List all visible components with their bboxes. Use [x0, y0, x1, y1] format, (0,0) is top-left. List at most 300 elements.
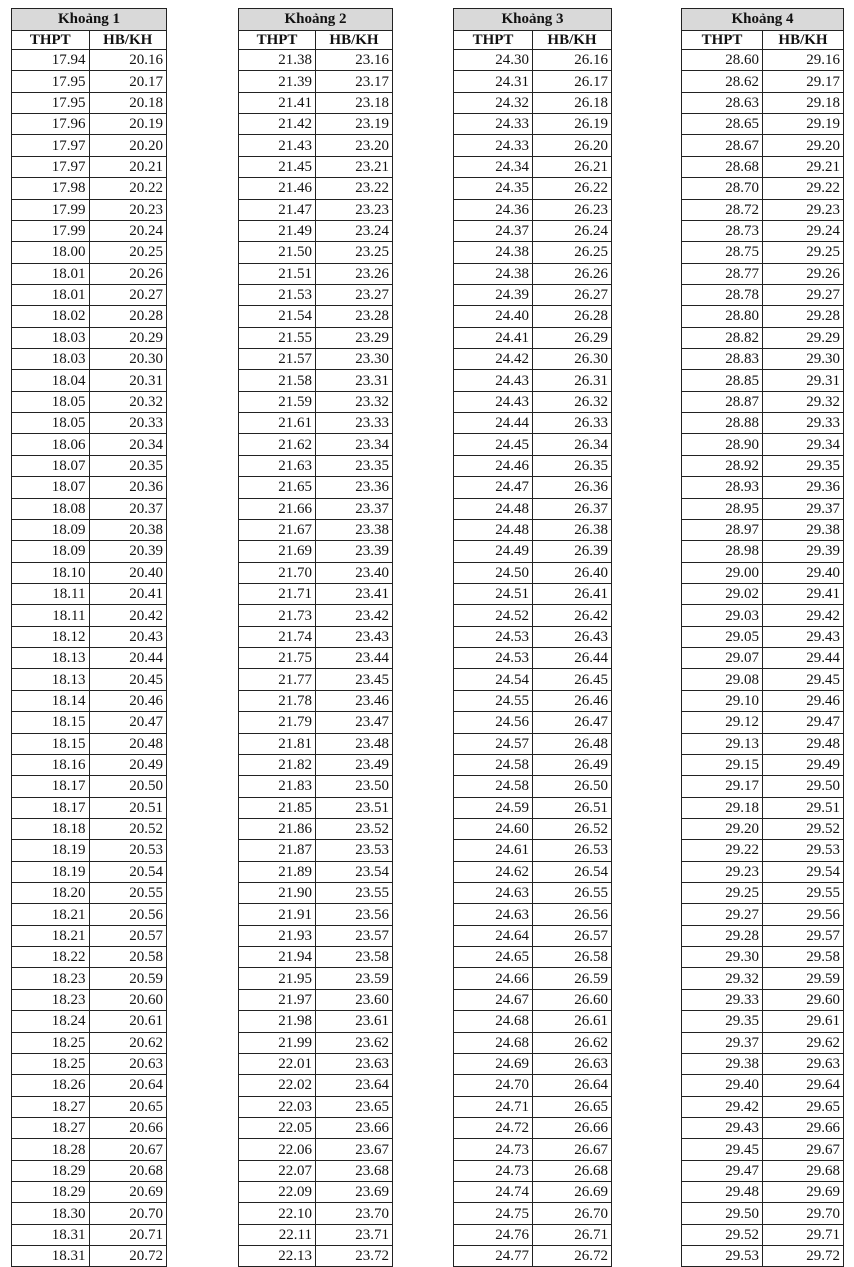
thpt-score-cell: 21.99 — [239, 1032, 316, 1053]
thpt-score-cell: 28.77 — [682, 263, 763, 284]
hbkh-score-cell: 23.57 — [316, 925, 393, 946]
hbkh-score-cell: 23.33 — [316, 413, 393, 434]
hbkh-score-cell: 20.25 — [89, 242, 167, 263]
table-row — [239, 883, 393, 904]
conversion-table-2 — [238, 8, 393, 1267]
hbkh-score-cell: 23.16 — [316, 50, 393, 71]
table-row — [239, 71, 393, 92]
thpt-score-cell: 21.89 — [239, 861, 316, 882]
hbkh-score-cell: 23.59 — [316, 968, 393, 989]
hbkh-score-cell: 20.63 — [89, 1053, 167, 1074]
thpt-score-cell: 28.68 — [682, 156, 763, 177]
hbkh-score-cell: 20.28 — [89, 306, 167, 327]
table-title-row — [239, 9, 393, 31]
thpt-score-cell: 29.37 — [682, 1032, 763, 1053]
hbkh-score-cell: 23.30 — [316, 349, 393, 370]
table-row — [12, 583, 167, 604]
hbkh-score-cell: 26.60 — [533, 989, 612, 1010]
hbkh-score-cell: 26.46 — [533, 690, 612, 711]
hbkh-score-cell: 23.35 — [316, 455, 393, 476]
hbkh-score-cell: 26.33 — [533, 413, 612, 434]
hbkh-score-cell: 20.71 — [89, 1224, 167, 1245]
table-row — [682, 883, 844, 904]
hbkh-score-cell: 20.54 — [89, 861, 167, 882]
hbkh-score-cell: 23.34 — [316, 434, 393, 455]
hbkh-score-cell: 29.31 — [763, 370, 844, 391]
table-row — [454, 733, 612, 754]
table-row — [454, 92, 612, 113]
table-row — [682, 349, 844, 370]
hbkh-score-cell: 23.36 — [316, 477, 393, 498]
thpt-score-cell: 18.13 — [12, 669, 90, 690]
hbkh-score-cell: 29.26 — [763, 263, 844, 284]
table-row — [454, 883, 612, 904]
thpt-score-cell: 18.27 — [12, 1096, 90, 1117]
table-row — [454, 583, 612, 604]
thpt-score-cell: 21.61 — [239, 413, 316, 434]
hbkh-score-cell: 26.44 — [533, 648, 612, 669]
thpt-score-cell: 24.38 — [454, 263, 533, 284]
hbkh-score-cell: 29.65 — [763, 1096, 844, 1117]
table-row — [12, 562, 167, 583]
table-row — [454, 1053, 612, 1074]
thpt-score-cell: 28.62 — [682, 71, 763, 92]
table-row — [239, 92, 393, 113]
thpt-score-cell: 18.19 — [12, 840, 90, 861]
thpt-score-cell: 28.97 — [682, 519, 763, 540]
thpt-score-cell: 18.25 — [12, 1032, 90, 1053]
thpt-score-cell: 24.69 — [454, 1053, 533, 1074]
thpt-score-cell: 18.05 — [12, 391, 90, 412]
hbkh-score-cell: 23.53 — [316, 840, 393, 861]
thpt-score-cell: 22.03 — [239, 1096, 316, 1117]
thpt-score-cell: 21.93 — [239, 925, 316, 946]
thpt-score-cell: 24.38 — [454, 242, 533, 263]
thpt-score-cell: 18.01 — [12, 263, 90, 284]
hbkh-score-cell: 23.45 — [316, 669, 393, 690]
hbkh-score-cell: 26.61 — [533, 1011, 612, 1032]
thpt-score-cell: 18.29 — [12, 1160, 90, 1181]
thpt-score-cell: 28.93 — [682, 477, 763, 498]
hbkh-score-cell: 26.42 — [533, 605, 612, 626]
hbkh-score-cell: 23.29 — [316, 327, 393, 348]
thpt-score-cell: 24.46 — [454, 455, 533, 476]
hbkh-score-cell: 29.37 — [763, 498, 844, 519]
table-row — [239, 562, 393, 583]
table-row — [12, 1139, 167, 1160]
hbkh-score-cell: 20.17 — [89, 71, 167, 92]
thpt-score-cell: 28.87 — [682, 391, 763, 412]
hbkh-score-cell: 29.23 — [763, 199, 844, 220]
table-row — [12, 605, 167, 626]
table-row — [682, 583, 844, 604]
hbkh-score-cell: 20.16 — [89, 50, 167, 71]
table-row — [454, 1182, 612, 1203]
hbkh-score-cell: 23.44 — [316, 648, 393, 669]
table-row — [12, 199, 167, 220]
table-row — [12, 840, 167, 861]
table-row — [454, 477, 612, 498]
thpt-score-cell: 24.47 — [454, 477, 533, 498]
table-row — [12, 797, 167, 818]
hbkh-score-cell: 29.59 — [763, 968, 844, 989]
hbkh-score-cell: 29.18 — [763, 92, 844, 113]
thpt-score-cell: 29.47 — [682, 1160, 763, 1181]
thpt-score-cell: 24.63 — [454, 904, 533, 925]
table-row — [682, 242, 844, 263]
table-row — [682, 50, 844, 71]
thpt-score-cell: 21.65 — [239, 477, 316, 498]
hbkh-score-cell: 20.43 — [89, 626, 167, 647]
table-row — [239, 519, 393, 540]
thpt-score-cell: 24.67 — [454, 989, 533, 1010]
table-title: Khoảng 3 — [454, 9, 612, 31]
table-row — [239, 135, 393, 156]
table-row — [454, 1032, 612, 1053]
thpt-score-cell: 24.73 — [454, 1139, 533, 1160]
hbkh-score-cell: 20.56 — [89, 904, 167, 925]
table-row — [682, 1096, 844, 1117]
hbkh-score-cell: 29.54 — [763, 861, 844, 882]
hbkh-score-cell: 26.29 — [533, 327, 612, 348]
hbkh-score-cell: 26.51 — [533, 797, 612, 818]
hbkh-score-cell: 20.62 — [89, 1032, 167, 1053]
thpt-score-cell: 24.49 — [454, 541, 533, 562]
table-row — [682, 1032, 844, 1053]
table-row — [454, 904, 612, 925]
hbkh-score-cell: 29.40 — [763, 562, 844, 583]
hbkh-score-cell: 29.48 — [763, 733, 844, 754]
thpt-score-cell: 17.97 — [12, 135, 90, 156]
thpt-score-cell: 29.48 — [682, 1182, 763, 1203]
table-row — [682, 1160, 844, 1181]
hbkh-score-cell: 20.22 — [89, 178, 167, 199]
hbkh-score-cell: 29.50 — [763, 776, 844, 797]
hbkh-score-cell: 29.60 — [763, 989, 844, 1010]
table-row — [12, 626, 167, 647]
table-row — [12, 391, 167, 412]
hbkh-score-cell: 23.24 — [316, 220, 393, 241]
thpt-score-cell: 18.14 — [12, 690, 90, 711]
table-row — [682, 712, 844, 733]
hbkh-score-cell: 29.25 — [763, 242, 844, 263]
thpt-score-cell: 18.02 — [12, 306, 90, 327]
hbkh-score-cell: 20.53 — [89, 840, 167, 861]
table-row — [239, 434, 393, 455]
thpt-score-cell: 24.68 — [454, 1011, 533, 1032]
thpt-score-cell: 28.78 — [682, 284, 763, 305]
thpt-score-cell: 21.81 — [239, 733, 316, 754]
table-row — [454, 370, 612, 391]
hbkh-score-cell: 20.72 — [89, 1246, 167, 1267]
thpt-score-cell: 28.73 — [682, 220, 763, 241]
table-row — [682, 1224, 844, 1245]
hbkh-score-cell: 23.50 — [316, 776, 393, 797]
thpt-score-cell: 24.56 — [454, 712, 533, 733]
hbkh-score-cell: 26.28 — [533, 306, 612, 327]
thpt-score-cell: 29.00 — [682, 562, 763, 583]
hbkh-score-cell: 26.36 — [533, 477, 612, 498]
hbkh-score-cell: 23.32 — [316, 391, 393, 412]
table-row — [12, 1182, 167, 1203]
thpt-score-cell: 24.54 — [454, 669, 533, 690]
table-row — [12, 947, 167, 968]
table-row — [12, 861, 167, 882]
hbkh-score-cell: 20.21 — [89, 156, 167, 177]
thpt-score-cell: 21.71 — [239, 583, 316, 604]
hbkh-score-cell: 23.56 — [316, 904, 393, 925]
thpt-score-cell: 17.98 — [12, 178, 90, 199]
table-row — [682, 840, 844, 861]
table-row — [239, 1096, 393, 1117]
thpt-score-cell: 18.29 — [12, 1182, 90, 1203]
hbkh-score-cell: 23.49 — [316, 754, 393, 775]
thpt-score-cell: 17.95 — [12, 92, 90, 113]
table-row — [12, 968, 167, 989]
table-title-row — [12, 9, 167, 31]
hbkh-score-cell: 26.64 — [533, 1075, 612, 1096]
hbkh-score-cell: 29.69 — [763, 1182, 844, 1203]
hbkh-score-cell: 29.55 — [763, 883, 844, 904]
table-row — [239, 583, 393, 604]
hbkh-score-cell: 29.42 — [763, 605, 844, 626]
hbkh-score-cell: 29.68 — [763, 1160, 844, 1181]
conversion-table-4 — [681, 8, 844, 1267]
table-row — [682, 797, 844, 818]
thpt-score-cell: 24.75 — [454, 1203, 533, 1224]
hbkh-score-cell: 23.54 — [316, 861, 393, 882]
table-row — [239, 989, 393, 1010]
table-row — [454, 519, 612, 540]
hbkh-score-cell: 23.48 — [316, 733, 393, 754]
hbkh-score-cell: 29.52 — [763, 818, 844, 839]
thpt-score-cell: 18.00 — [12, 242, 90, 263]
table-row — [682, 733, 844, 754]
hbkh-score-cell: 29.64 — [763, 1075, 844, 1096]
hbkh-score-cell: 26.63 — [533, 1053, 612, 1074]
table-row — [239, 50, 393, 71]
table-row — [12, 220, 167, 241]
thpt-score-cell: 21.91 — [239, 904, 316, 925]
hbkh-score-cell: 20.32 — [89, 391, 167, 412]
table-row — [12, 498, 167, 519]
thpt-score-cell: 18.09 — [12, 519, 90, 540]
thpt-score-cell: 28.98 — [682, 541, 763, 562]
thpt-score-cell: 24.51 — [454, 583, 533, 604]
hbkh-score-cell: 23.70 — [316, 1203, 393, 1224]
thpt-score-cell: 18.09 — [12, 541, 90, 562]
hbkh-score-cell: 29.24 — [763, 220, 844, 241]
table-row — [454, 648, 612, 669]
table-row — [12, 904, 167, 925]
table-row — [454, 199, 612, 220]
hbkh-score-cell: 26.68 — [533, 1160, 612, 1181]
thpt-score-cell: 22.13 — [239, 1246, 316, 1267]
hbkh-score-cell: 23.60 — [316, 989, 393, 1010]
table-row — [239, 1053, 393, 1074]
thpt-score-cell: 29.07 — [682, 648, 763, 669]
table-row — [454, 50, 612, 71]
hbkh-score-cell: 26.54 — [533, 861, 612, 882]
table-row — [682, 562, 844, 583]
table-row — [454, 797, 612, 818]
thpt-score-cell: 22.05 — [239, 1117, 316, 1138]
thpt-score-cell: 24.33 — [454, 135, 533, 156]
table-row — [239, 797, 393, 818]
thpt-score-cell: 24.36 — [454, 199, 533, 220]
table-row — [12, 519, 167, 540]
hbkh-score-cell: 23.51 — [316, 797, 393, 818]
table-row — [12, 1011, 167, 1032]
table-row — [454, 925, 612, 946]
thpt-score-cell: 21.62 — [239, 434, 316, 455]
thpt-score-cell: 21.51 — [239, 263, 316, 284]
table-row — [12, 114, 167, 135]
hbkh-score-cell: 29.33 — [763, 413, 844, 434]
hbkh-score-cell: 23.69 — [316, 1182, 393, 1203]
thpt-score-cell: 21.46 — [239, 178, 316, 199]
hbkh-score-cell: 20.36 — [89, 477, 167, 498]
thpt-score-cell: 18.21 — [12, 904, 90, 925]
hbkh-score-cell: 23.67 — [316, 1139, 393, 1160]
table-row — [12, 327, 167, 348]
column-header-row — [682, 31, 844, 50]
table-row — [239, 1139, 393, 1160]
table-title-row — [682, 9, 844, 31]
hbkh-column-header: HB/KH — [89, 31, 167, 50]
thpt-score-cell: 18.31 — [12, 1246, 90, 1267]
table-row — [12, 434, 167, 455]
hbkh-score-cell: 23.17 — [316, 71, 393, 92]
hbkh-score-cell: 20.30 — [89, 349, 167, 370]
table-row — [682, 1075, 844, 1096]
thpt-score-cell: 24.53 — [454, 626, 533, 647]
hbkh-score-cell: 23.26 — [316, 263, 393, 284]
table-row — [682, 370, 844, 391]
hbkh-score-cell: 26.27 — [533, 284, 612, 305]
thpt-score-cell: 17.97 — [12, 156, 90, 177]
table-row — [682, 861, 844, 882]
table-row — [454, 776, 612, 797]
hbkh-score-cell: 20.49 — [89, 754, 167, 775]
thpt-score-cell: 18.24 — [12, 1011, 90, 1032]
table-row — [239, 1203, 393, 1224]
table-row — [682, 925, 844, 946]
thpt-score-cell: 18.10 — [12, 562, 90, 583]
table-row — [239, 1032, 393, 1053]
table-row — [454, 840, 612, 861]
hbkh-score-cell: 26.65 — [533, 1096, 612, 1117]
thpt-score-cell: 18.27 — [12, 1117, 90, 1138]
hbkh-score-cell: 26.32 — [533, 391, 612, 412]
thpt-score-cell: 24.50 — [454, 562, 533, 583]
hbkh-score-cell: 20.46 — [89, 690, 167, 711]
table-row — [682, 1203, 844, 1224]
hbkh-score-cell: 20.34 — [89, 434, 167, 455]
thpt-score-cell: 28.95 — [682, 498, 763, 519]
hbkh-score-cell: 29.41 — [763, 583, 844, 604]
table-row — [682, 306, 844, 327]
thpt-score-cell: 24.70 — [454, 1075, 533, 1096]
table-row — [12, 712, 167, 733]
thpt-score-cell: 18.12 — [12, 626, 90, 647]
table-row — [454, 1224, 612, 1245]
thpt-score-cell: 17.99 — [12, 220, 90, 241]
table-row — [12, 1160, 167, 1181]
hbkh-score-cell: 23.64 — [316, 1075, 393, 1096]
hbkh-score-cell: 26.45 — [533, 669, 612, 690]
hbkh-score-cell: 23.40 — [316, 562, 393, 583]
thpt-score-cell: 24.45 — [454, 434, 533, 455]
hbkh-score-cell: 20.57 — [89, 925, 167, 946]
hbkh-score-cell: 26.58 — [533, 947, 612, 968]
table-row — [454, 135, 612, 156]
table-row — [454, 391, 612, 412]
table-row — [454, 434, 612, 455]
table-row — [454, 712, 612, 733]
hbkh-score-cell: 29.71 — [763, 1224, 844, 1245]
table-row — [12, 349, 167, 370]
hbkh-score-cell: 20.60 — [89, 989, 167, 1010]
hbkh-score-cell: 26.18 — [533, 92, 612, 113]
thpt-score-cell: 28.63 — [682, 92, 763, 113]
thpt-score-cell: 18.15 — [12, 712, 90, 733]
thpt-score-cell: 18.28 — [12, 1139, 90, 1160]
table-row — [454, 263, 612, 284]
hbkh-score-cell: 23.23 — [316, 199, 393, 220]
hbkh-score-cell: 20.42 — [89, 605, 167, 626]
table-row — [239, 754, 393, 775]
hbkh-score-cell: 26.56 — [533, 904, 612, 925]
table-row — [239, 477, 393, 498]
thpt-score-cell: 28.83 — [682, 349, 763, 370]
table-row — [12, 776, 167, 797]
table-row — [239, 669, 393, 690]
hbkh-score-cell: 20.40 — [89, 562, 167, 583]
table-row — [239, 733, 393, 754]
thpt-score-cell: 24.58 — [454, 776, 533, 797]
table-row — [239, 284, 393, 305]
hbkh-score-cell: 20.68 — [89, 1160, 167, 1181]
hbkh-score-cell: 29.45 — [763, 669, 844, 690]
thpt-score-cell: 29.42 — [682, 1096, 763, 1117]
thpt-score-cell: 18.03 — [12, 349, 90, 370]
thpt-score-cell: 29.33 — [682, 989, 763, 1010]
thpt-score-cell: 29.52 — [682, 1224, 763, 1245]
hbkh-score-cell: 26.38 — [533, 519, 612, 540]
thpt-score-cell: 29.43 — [682, 1117, 763, 1138]
hbkh-score-cell: 26.19 — [533, 114, 612, 135]
thpt-score-cell: 18.25 — [12, 1053, 90, 1074]
hbkh-column-header: HB/KH — [533, 31, 612, 50]
thpt-column-header: THPT — [454, 31, 533, 50]
thpt-score-cell: 18.17 — [12, 797, 90, 818]
table-row — [454, 690, 612, 711]
thpt-score-cell: 21.47 — [239, 199, 316, 220]
thpt-score-cell: 18.16 — [12, 754, 90, 775]
thpt-score-cell: 21.39 — [239, 71, 316, 92]
thpt-score-cell: 18.07 — [12, 477, 90, 498]
thpt-score-cell: 24.41 — [454, 327, 533, 348]
table-row — [12, 1075, 167, 1096]
thpt-score-cell: 24.76 — [454, 1224, 533, 1245]
thpt-score-cell: 18.23 — [12, 968, 90, 989]
thpt-score-cell: 29.28 — [682, 925, 763, 946]
table-row — [239, 498, 393, 519]
table-row — [239, 327, 393, 348]
hbkh-score-cell: 20.45 — [89, 669, 167, 690]
table-row — [454, 1203, 612, 1224]
